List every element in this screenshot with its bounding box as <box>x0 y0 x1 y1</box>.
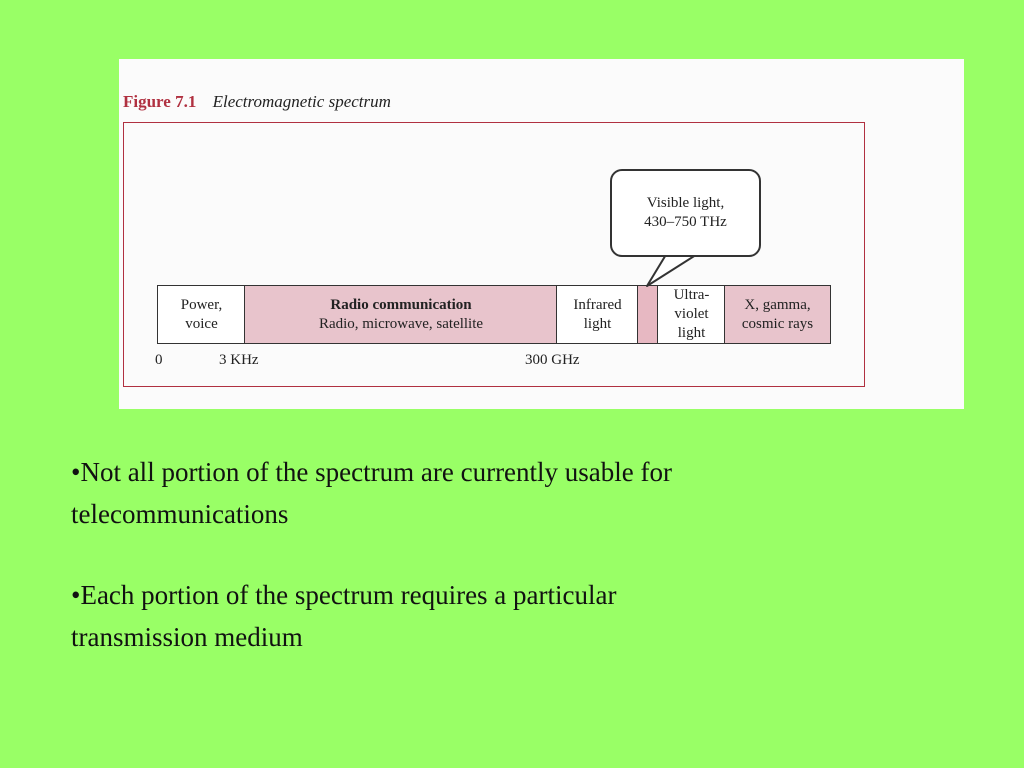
segment-label: cosmic rays <box>741 315 814 332</box>
bullet-item <box>71 574 891 658</box>
figure-caption <box>123 92 391 112</box>
segment-label: Radio communication <box>330 296 472 313</box>
segment-label: Radio, microwave, satellite <box>318 315 484 332</box>
figure-title: Electromagnetic spectrum <box>212 92 391 111</box>
spectrum-figure <box>119 59 964 409</box>
segment-ultraviolet <box>657 285 726 344</box>
segment-radio-communication <box>244 285 558 344</box>
bullet-text-line: •Each portion of the spectrum requires a particular <box>71 580 617 610</box>
bullet-item <box>71 451 891 535</box>
visible-light-callout <box>610 169 761 257</box>
segment-power-voice <box>157 285 246 344</box>
tick-label: 300 GHz <box>525 352 580 368</box>
tick-label: 3 KHz <box>219 352 259 368</box>
bullet-text-line: transmission medium <box>71 622 303 652</box>
callout-label: Visible light, <box>646 195 725 211</box>
segment-label: voice <box>185 315 218 332</box>
bullet-text-line: telecommunications <box>71 499 289 529</box>
segment-label: light <box>583 315 612 332</box>
bullet-text-line: •Not all portion of the spectrum are currently usable for <box>71 457 673 487</box>
segment-x-gamma-cosmic <box>724 285 831 344</box>
segment-infrared <box>556 285 639 344</box>
tick-label: 0 <box>155 352 163 368</box>
segment-label: light <box>677 325 706 341</box>
segment-label: Power, <box>180 296 223 313</box>
segment-label: X, gamma, <box>744 296 811 313</box>
segment-label: Infrared <box>573 296 622 313</box>
segment-label: violet <box>674 306 709 322</box>
segment-label: Ultra- <box>673 287 710 303</box>
segment-visible-light <box>637 285 659 344</box>
figure-number: Figure 7.1 <box>123 92 197 111</box>
callout-label: 430–750 THz <box>644 214 727 230</box>
